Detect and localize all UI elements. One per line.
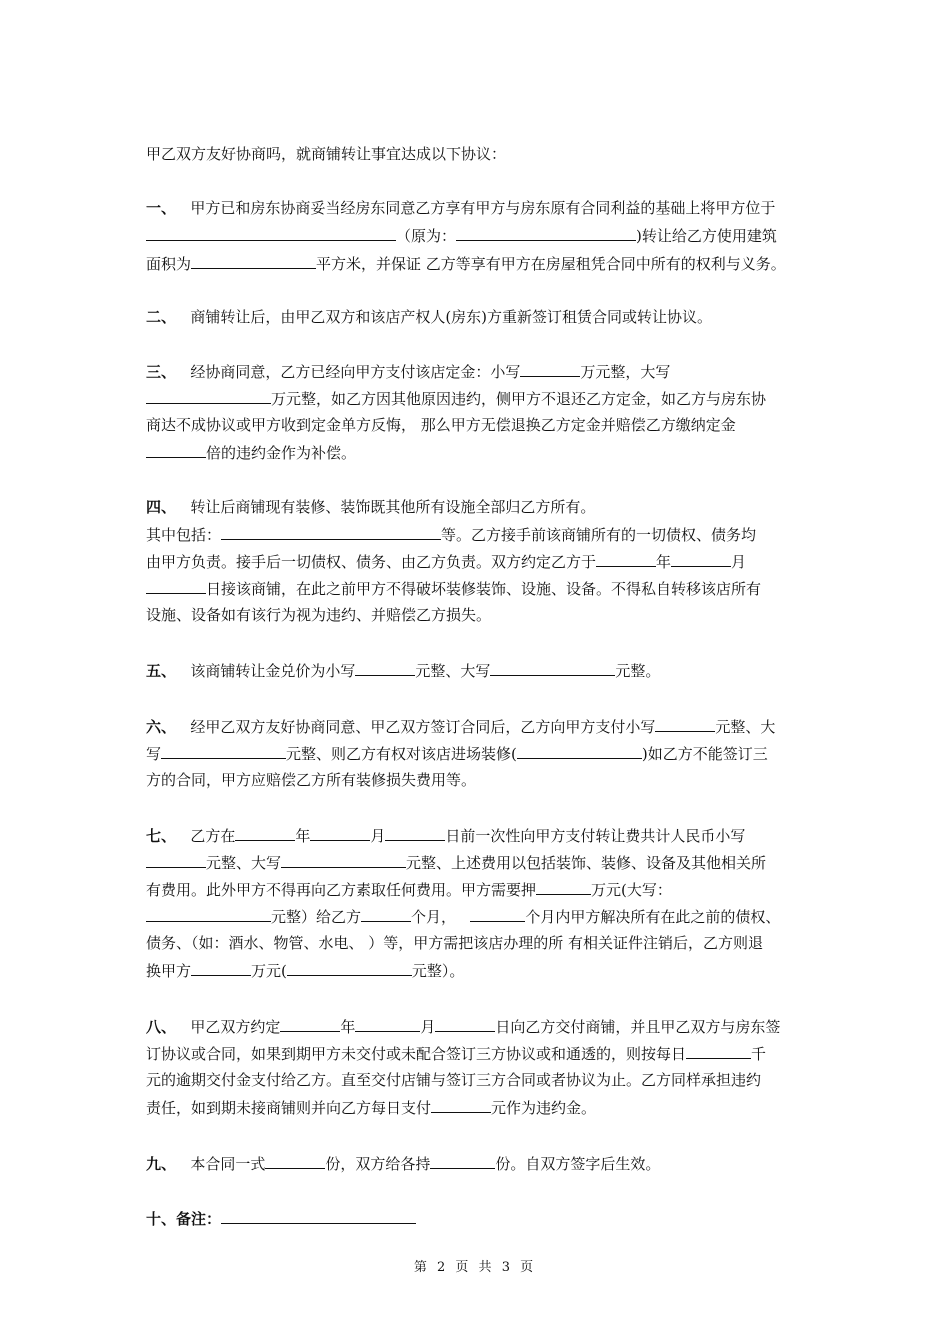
blank-months-within[interactable] (470, 906, 525, 922)
blank-fee-capital[interactable] (281, 852, 406, 868)
section-3-line-1: 三、 经协商同意，乙方已经向甲方支付该店定金：小写 万元整，大写 (146, 363, 671, 381)
section-number: 二、 (146, 308, 177, 326)
section-8-line-4: 责任，如到期未接商铺则并向乙方每日支付 元作为违约金。 (146, 1099, 597, 1117)
blank-payment-capital[interactable] (161, 743, 286, 759)
blank-location[interactable] (146, 225, 396, 241)
section-9: 九、 本合同一式 份，双方给各持 份。自双方签字后生效。 (146, 1155, 661, 1173)
section-4-line-4: 日接该商铺，在此之前甲方不得破坏装修装饰、设施、设备。不得私自转移该店所有 (146, 578, 761, 599)
section-number: 九、 (146, 1155, 177, 1173)
blank-deposit-small[interactable] (520, 361, 580, 377)
intro-text: 甲乙双方友好协商吗，就商铺转让事宜达成以下协议： (146, 145, 507, 163)
blank-refund-capital[interactable] (287, 960, 412, 976)
blank-months[interactable] (361, 906, 411, 922)
section-1-line-1: 一、 甲方已和房东协商妥当经房东同意乙方享有甲方与房东原有合同利益的基础上将甲方位于 (146, 199, 776, 217)
section-number: 七、 (146, 827, 177, 845)
blank-deposit-capital[interactable] (146, 906, 271, 922)
section-7-line-3: 有费用。此外甲方不得再向乙方素取任何费用。甲方需要押 万元(大写： (146, 881, 672, 899)
section-8-line-3: 元的逾期交付金支付给乙方。直至交付店铺与签订三方合同或者协议为止。乙方同样承担违约 (146, 1071, 762, 1089)
section-8-line-1: 八、 甲乙双方约定 年 月 日向乙方交付商铺，并且甲乙双方与房东签 (146, 1018, 781, 1036)
section-3-line-4: 倍的违约金作为补偿。 (146, 442, 356, 463)
section-number: 八、 (146, 1018, 177, 1036)
blank-renovation[interactable] (517, 743, 642, 759)
blank-copies-each[interactable] (430, 1153, 495, 1169)
blank-year[interactable] (235, 825, 295, 841)
section-3-line-2: 万元整，如乙方因其他原因违约，侧甲方不退还乙方定金，如乙方与房东协 (146, 388, 766, 409)
section-6-line-3: 方的合同，甲方应赔偿乙方所有装修损失费用等。 (146, 771, 477, 789)
section-6-line-2: 写 元整、则乙方有权对该店进场装修( )如乙方不能签订三 (146, 745, 768, 763)
blank-refund-amount[interactable] (191, 960, 251, 976)
section-number: 六、 (146, 718, 177, 736)
section-7-line-4: 元整）给乙方 个月， 个月内甲方解决所有在此之前的债权、 (146, 906, 780, 927)
blank-price-capital[interactable] (490, 660, 615, 676)
section-4-line-3: 由甲方负责。接手后一切债权、债务、由乙方负责。双方约定乙方于 年 月 (146, 553, 747, 571)
blank-included-items[interactable] (221, 524, 441, 540)
blank-original-use[interactable] (456, 225, 636, 241)
page-footer: 第 2 页 共 3 页 (413, 1260, 537, 1275)
section-number: 五、 (146, 662, 177, 680)
blank-year[interactable] (280, 1016, 340, 1032)
section-8-line-2: 订协议或合同，如果到期甲方未交付或未配合签订三方协议或和通透的，则按每日 千 (146, 1045, 767, 1063)
blank-copies[interactable] (265, 1153, 325, 1169)
section-1-line-3: 面积为 平方米，并保证 乙方等享有甲方在房屋租凭合同中所有的权利与义务。 (146, 255, 786, 273)
section-6-line-1: 六、 经甲乙双方友好协商同意、甲乙双方签订合同后，乙方向甲方支付小写 元整、大 (146, 718, 776, 736)
section-2: 二、 商铺转让后，由甲乙双方和该店产权人(房东)方重新签订租赁合同或转让协议。 (146, 308, 713, 326)
section-10 (146, 1208, 416, 1229)
intro-paragraph (146, 144, 506, 164)
blank-year[interactable] (596, 551, 656, 567)
blank-remarks[interactable] (221, 1208, 416, 1224)
blank-month[interactable] (355, 1016, 420, 1032)
blank-day[interactable] (146, 578, 206, 594)
section-5: 五、 该商铺转让金兑价为小写 元整、大写 元整。 (146, 662, 661, 680)
blank-day[interactable] (435, 1016, 495, 1032)
blank-month[interactable] (310, 825, 370, 841)
blank-payment-small[interactable] (655, 716, 715, 732)
section-7-line-5: 债务、（如：酒水、物管、水电、 ）等，甲方需把该店办理的所 有相关证件注销后，乙方则退 (146, 934, 764, 952)
remarks-label: 十、备注： (146, 1210, 222, 1228)
blank-daily-penalty[interactable] (686, 1043, 751, 1059)
section-number: 一、 (146, 199, 177, 217)
blank-price-small[interactable] (355, 660, 415, 676)
blank-fee-small[interactable] (146, 852, 206, 868)
section-7-line-2: 元整、大写 元整、上述费用以包括装饰、装修、设备及其他相关所 (146, 852, 766, 873)
section-number: 三、 (146, 363, 177, 381)
blank-day[interactable] (385, 825, 445, 841)
section-4-line-1: 四、 转让后商铺现有装修、装饰既其他所有设施全部归乙方所有。 (146, 498, 596, 516)
blank-area[interactable] (191, 253, 316, 269)
section-7-line-6: 换甲方 万元( 元整）。 (146, 962, 465, 980)
section-4-line-5: 设施、设备如有该行为视为违约、并赔偿乙方损失。 (146, 606, 492, 624)
blank-deposit-amount[interactable] (536, 879, 591, 895)
section-3-line-3: 商达不成协议或甲方收到定金单方反悔， 那么甲方无偿退换乙方定金并赔偿乙方缴纳定金 (146, 416, 736, 434)
blank-daily-payment[interactable] (431, 1097, 491, 1113)
blank-penalty-times[interactable] (146, 442, 206, 458)
blank-deposit-capital[interactable] (146, 388, 271, 404)
blank-month[interactable] (671, 551, 731, 567)
section-1-line-2: （原为： )转让给乙方使用建筑 (146, 225, 777, 246)
section-number: 四、 (146, 498, 177, 516)
section-4-line-2: 其中包括： 等。乙方接手前该商铺所有的一切债权、债务均 (146, 526, 757, 544)
section-7-line-1: 七、 乙方在 年 月 日前一次性向甲方支付转让费共计人民币小写 (146, 827, 746, 845)
